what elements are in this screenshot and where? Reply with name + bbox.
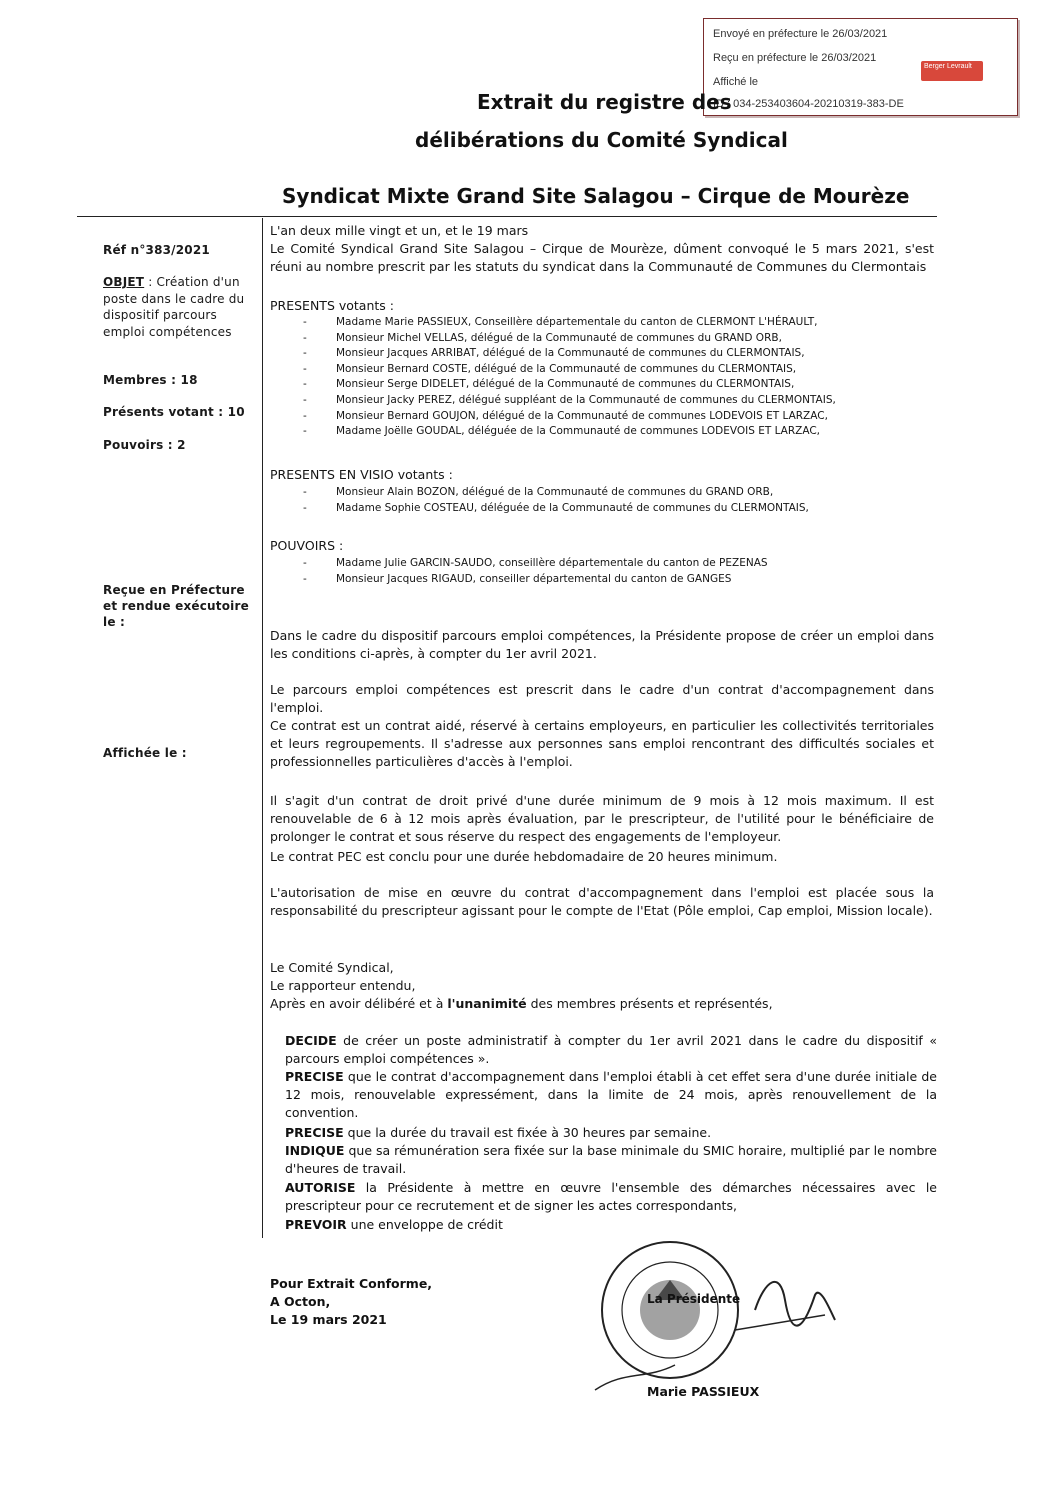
list-item: - Monsieur Jacky PEREZ, délégué suppléant de la Communauté de communes du CLERMONTAIS, — [270, 393, 934, 409]
stamp-id: ID : 034-253403604-20210319-383-DE — [713, 98, 904, 110]
list-item: - Madame Julie GARCIN-SAUDO, conseillère départementale du canton de PEZENAS — [270, 556, 934, 572]
rapporteur-line: Le rapporteur entendu, — [270, 978, 416, 993]
column-divider — [262, 218, 263, 1238]
pour-extrait: Pour Extrait Conforme, — [270, 1276, 433, 1291]
list-item: - Monsieur Bernard COSTE, délégué de la Communauté de communes du CLERMONTAIS, — [270, 362, 934, 378]
paragraph-3a: Il s'agit d'un contrat de droit privé d'une durée minimum de 9 mois à 12 mois maximum. Il est renouvelable de 6 à 12 mois après évaluation, par le prescripteur, de l'utilité pour le bénéficiaire de prolonger le contrat et sous réserve du respect des engagements de l'employeur. — [270, 793, 934, 844]
list-item: - Madame Marie PASSIEUX, Conseillère départementale du canton de CLERMONT L'HÉRAULT, — [270, 315, 934, 331]
decision-indique: INDIQUE que sa rémunération sera fixée sur la base minimale du SMIC horaire, multiplié par le nombre d'heures de travail. — [285, 1143, 937, 1176]
pouvoirs-heading: POUVOIRS : — [270, 538, 344, 553]
lieu: A Octon, — [270, 1294, 331, 1309]
membres-count: Membres : 18 — [103, 373, 198, 387]
pouvoirs-list — [270, 556, 934, 587]
list-item: - Monsieur Bernard GOUJON, délégué de la Communauté de communes LODEVOIS ET LARZAC, — [270, 409, 934, 425]
header-rule — [77, 216, 937, 217]
visio-list — [270, 485, 934, 516]
title-registre: Extrait du registre des — [477, 90, 732, 114]
visio-heading: PRESENTS EN VISIO votants : — [270, 467, 453, 482]
pouvoirs-count: Pouvoirs : 2 — [103, 438, 186, 452]
stamp-envoye: Envoyé en préfecture le 26/03/2021 — [713, 28, 888, 40]
stamp-affiche: Affiché le — [713, 76, 759, 88]
decision-prevoir: PREVOIR une enveloppe de crédit — [285, 1217, 503, 1232]
paragraph-4: L'autorisation de mise en œuvre du contrat d'accompagnement dans l'emploi est placée sous la responsabilité du prescripteur agissant pour le compte de l'Etat (Pôle emploi, Cap emploi, Mission locale). — [270, 885, 934, 918]
list-item: - Monsieur Michel VELLAS, délégué de la Communauté de communes du GRAND ORB, — [270, 331, 934, 347]
intro-date: L'an deux mille vingt et un, et le 19 mars — [270, 223, 529, 238]
extrait-conforme-block — [270, 1275, 432, 1329]
title-deliberations: délibérations du Comité Syndical — [415, 128, 788, 152]
paragraph-2a: Le parcours emploi compétences est prescrit dans le cadre d'un contrat d'accompagnement dans l'emploi. — [270, 682, 934, 715]
paragraph-1: Dans le cadre du dispositif parcours emploi compétences, la Présidente propose de créer un emploi dans les conditions ci-après, à compter du 1er avril 2021. — [270, 628, 934, 661]
decision-precise-1: PRECISE que le contrat d'accompagnement dans l'emploi établi à cet effet sera d'une durée initiale de 12 mois, renouvelable expressément, dans la limite de 24 mois, après renouvellement de la convention. — [285, 1069, 937, 1120]
list-item: - Monsieur Serge DIDELET, délégué de la Communauté de communes du CLERMONTAIS, — [270, 377, 934, 393]
list-item: - Monsieur Jacques ARRIBAT, délégué de la Communauté de communes du CLERMONTAIS, — [270, 346, 934, 362]
role-presidente: La Présidente — [647, 1292, 741, 1306]
paragraph-3b: Le contrat PEC est conclu pour une durée hebdomadaire de 20 heures minimum. — [270, 849, 778, 864]
objet-block — [103, 274, 255, 340]
unanimite-bold: l'unanimité — [447, 996, 527, 1011]
list-item: - Madame Sophie COSTEAU, déléguée de la Communauté de communes du CLERMONTAIS, — [270, 501, 934, 517]
date-signature: Le 19 mars 2021 — [270, 1312, 387, 1327]
objet-text: : Création d'un poste dans le cadre du dispositif parcours emploi compétences — [103, 275, 245, 339]
title-syndicat: Syndicat Mixte Grand Site Salagou – Cirque de Mourèze — [282, 184, 910, 208]
decision-decide: DECIDE de créer un poste administratif à compter du 1er avril 2021 dans le cadre du dispositif « parcours emploi compétences ». — [285, 1033, 937, 1066]
list-item: - Madame Joëlle GOUDAL, déléguée de la Communauté de communes LODEVOIS ET LARZAC, — [270, 424, 934, 440]
signatory-name: Marie PASSIEUX — [647, 1384, 760, 1399]
ref-number: Réf n°383/2021 — [103, 243, 210, 257]
list-item: - Monsieur Jacques RIGAUD, conseiller départemental du canton de GANGES — [270, 572, 934, 588]
decision-precise-2: PRECISE que la durée du travail est fixée à 30 heures par semaine. — [285, 1125, 712, 1140]
stamp-recu: Reçu en préfecture le 26/03/2021 — [713, 52, 877, 64]
list-item: - Monsieur Alain BOZON, délégué de la Communauté de communes du GRAND ORB, — [270, 485, 934, 501]
presents-count: Présents votant : 10 — [103, 405, 245, 419]
objet-label: OBJET — [103, 275, 145, 289]
unanimite-line: Après en avoir délibéré et à l'unanimité des membres présents et représentés, — [270, 996, 773, 1011]
presents-heading: PRESENTS votants : — [270, 298, 394, 313]
comite-line: Le Comité Syndical, — [270, 960, 394, 975]
affichee-le: Affichée le : — [103, 746, 187, 760]
paragraph-2b: Ce contrat est un contrat aidé, réservé à certains employeurs, en particulier les collectivités territoriales et leurs regroupements. Il s'adresse aux personnes sans emploi rencontrant des difficultés sociales et professionnelles particulières d'accès à l'emploi. — [270, 718, 934, 769]
recue-prefecture: Reçue en Préfecture et rendue exécutoire le : — [103, 583, 249, 629]
prefecture-stamp — [703, 18, 1018, 116]
berger-levrault-logo: Berger Levrault — [921, 61, 983, 81]
decision-autorise: AUTORISE la Présidente à mettre en œuvre l'ensemble des démarches nécessaires avec le prescripteur pour ce recrutement et de signer les actes correspondants, — [285, 1180, 937, 1213]
intro-text: Le Comité Syndical Grand Site Salagou – Cirque de Mourèze, dûment convoqué le 5 mars 2021, s'est réuni au nombre prescrit par les statuts du syndicat dans la Communauté de Communes du Clermontais — [270, 241, 934, 274]
presents-list — [270, 315, 934, 440]
